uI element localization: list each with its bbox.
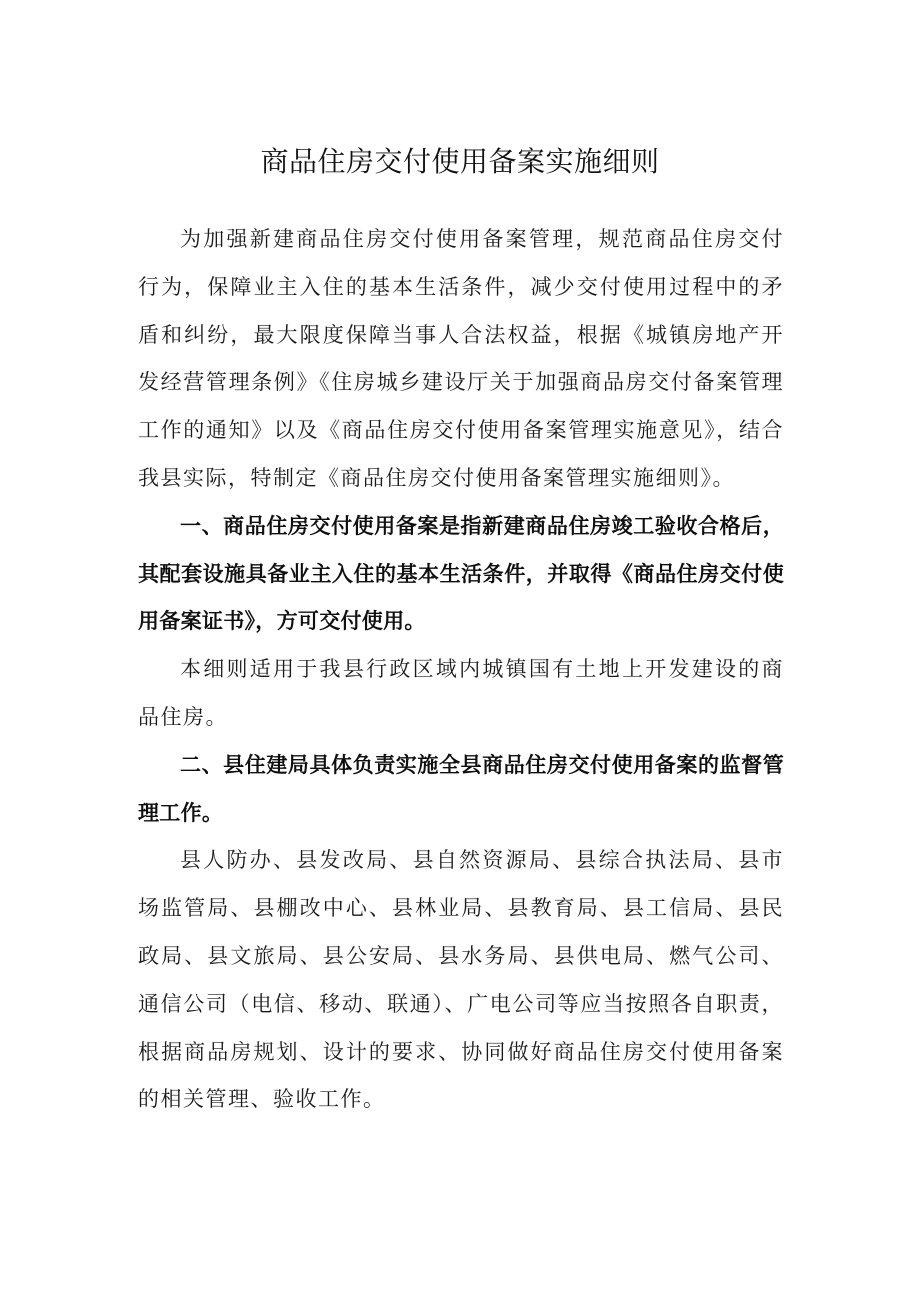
paragraph-section-two-heading: 二、县住建局具体负责实施全县商品住房交付使用备案的监督管理工作。 [138, 752, 784, 825]
paragraph-intro: 为加强新建商品住房交付使用备案管理，规范商品住房交付行为，保障业主入住的基本生活条件，减少交付使用过程中的矛盾和纠纷，最大限度保障当事人合法权益，根据《城镇房地产开发经营管理条例》《住房城乡建设厅关于加强商品房交付备案管理工作的通知》以及《商品住房交付使用备案管理实施意见》，结合我县实际，特制定《商品住房交付使用备案管理实施细则》。 [138, 227, 784, 490]
paragraph-scope: 本细则适用于我县行政区域内城镇国有土地上开发建设的商品住房。 [138, 657, 784, 729]
document-title: 商品住房交付使用备案实施细则 [260, 145, 660, 178]
paragraph-section-one-heading: 一、商品住房交付使用备案是指新建商品住房竣工验收合格后，其配套设施具备业主入住的基本生活条件，并取得《商品住房交付使用备案证书》，方可交付使用。 [138, 513, 784, 634]
paragraph-departments: 县人防办、县发改局、县自然资源局、县综合执法局、县市场监管局、县棚改中心、县林业局、县教育局、县工信局、县民政局、县文旅局、县公安局、县水务局、县供电局、燃气公司、通信公司（电信、移动、联通）、广电公司等应当按照各自职责，根据商品房规划、设计的要求、协同做好商品住房交付使用备案的相关管理、验收工作。 [138, 848, 784, 1112]
document-body [138, 216, 784, 1124]
